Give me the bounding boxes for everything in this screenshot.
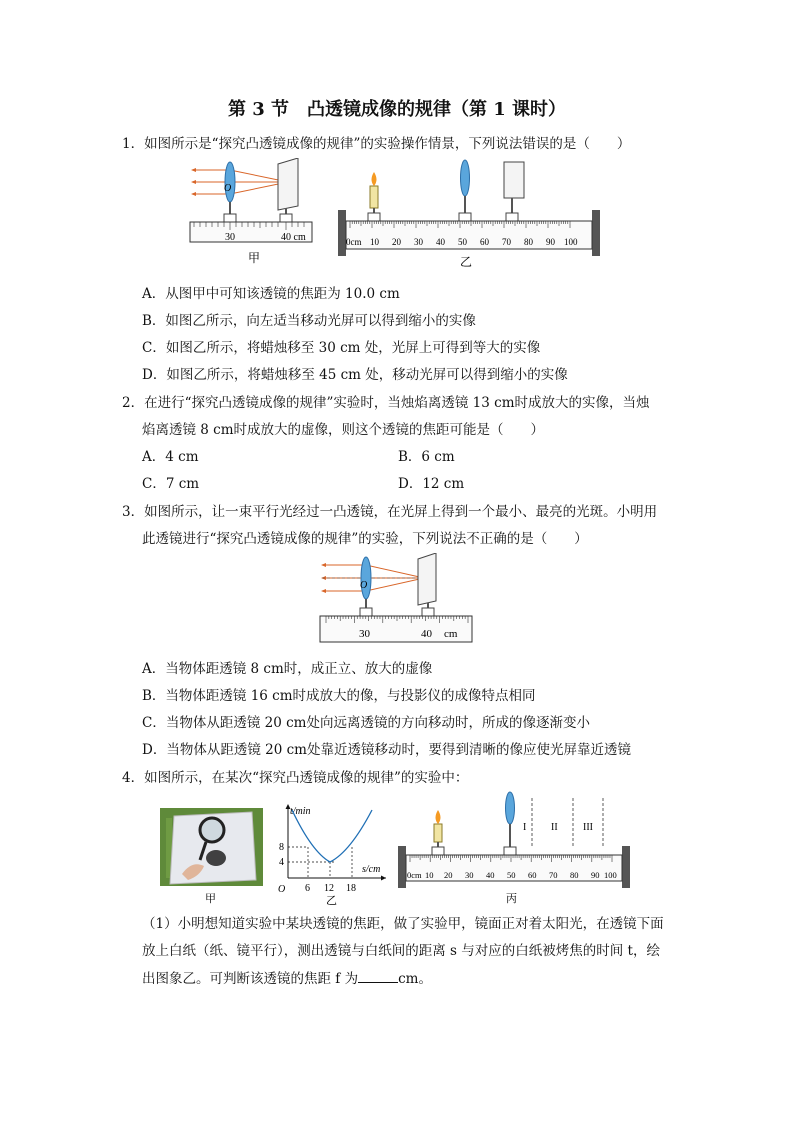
tick-label: 20 (444, 870, 453, 880)
tick-label: 20 (392, 237, 401, 247)
convex-lens-icon (225, 162, 235, 202)
y-tick-label: 8 (279, 842, 284, 853)
y-axis-label: t/min (290, 806, 311, 817)
q4-sub1-line2: 放上白纸（纸、镜平行），测出透镜与白纸间的距离 s 与对应的白纸被烤焦的时间 t，绘 (142, 943, 660, 959)
q2-stem-line2: 焰离透镜 8 cm时成放大的虚像，则这个透镜的焦距可能是（ ） (142, 422, 545, 438)
q3-figure (318, 553, 478, 649)
x-tick-label: 18 (346, 883, 356, 894)
t-vs-s-curve (292, 810, 372, 862)
tick-label: 80 (524, 237, 533, 247)
screen-icon (418, 553, 436, 605)
q3-stem-line2: 此透镜进行“探究凸透镜成像的规律”的实验，下列说法不正确的是（ ） (142, 531, 588, 547)
tick-label: 40 (436, 237, 445, 247)
q2-option-a: A．4 cm (142, 449, 199, 465)
tick-label: 30 (359, 628, 370, 640)
x-tick-label: 12 (324, 883, 334, 894)
convex-lens-icon (506, 792, 515, 824)
q1-option-a: A．从图甲中可知该透镜的焦距为 10.0 cm (142, 286, 400, 302)
x-tick-label: 6 (305, 883, 310, 894)
q1-option-c: C．如图乙所示，将蜡烛移至 30 cm 处，光屏上可得到等大的实像 (142, 340, 541, 356)
origin-label: O (278, 884, 286, 895)
tick-label: 10 (425, 870, 434, 880)
q2-option-d: D．12 cm (398, 476, 465, 492)
convex-lens-icon (461, 160, 470, 196)
magnifier-icon (200, 818, 224, 842)
tick-label: 40 (486, 870, 495, 880)
q3-option-b: B．当物体距透镜 16 cm时成放大的像，与投影仪的成像特点相同 (142, 688, 536, 704)
y-tick-label: 4 (279, 857, 284, 868)
tick-label: 30 (225, 232, 235, 243)
tick-label: 70 (549, 870, 558, 880)
q3-option-c: C．当物体从距透镜 20 cm处向远离透镜的方向移动时，所成的像逐渐变小 (142, 715, 590, 731)
q3-option-a: A．当物体距透镜 8 cm时，成正立、放大的虚像 (142, 661, 433, 677)
q3-option-d: D．当物体从距透镜 20 cm处靠近透镜移动时，要得到清晰的像应使光屏靠近透镜 (142, 742, 631, 758)
screen-icon (278, 158, 298, 210)
q1-option-d: D．如图乙所示，将蜡烛移至 45 cm 处，移动光屏可以得到缩小的实像 (142, 367, 568, 383)
region-label: II (551, 822, 558, 833)
lens-center-label: O (224, 183, 232, 194)
tick-label: 50 (458, 237, 467, 247)
figure-caption: 丙 (506, 893, 517, 905)
lens-center-label: O (360, 580, 368, 591)
candle-icon (434, 824, 442, 842)
figure-caption: 甲 (248, 251, 261, 265)
figure-caption: 甲 (205, 893, 216, 905)
light-rays (192, 170, 288, 194)
tick-label: 30 (465, 870, 474, 880)
figure-caption: 乙 (326, 895, 337, 907)
q4-sub1-line3-unit: cm。 (398, 971, 432, 987)
figure-caption: 乙 (460, 255, 473, 269)
q2-option-c: C．7 cm (142, 476, 200, 492)
tick-label: 40 (421, 628, 432, 640)
region-label: I (523, 822, 527, 833)
candle-icon (370, 186, 378, 208)
tick-label: 90 (591, 870, 600, 880)
tick-label: cm (444, 628, 458, 640)
convex-lens-icon (361, 557, 371, 599)
flame-icon (436, 810, 441, 824)
q4-sub1-line3 (142, 968, 432, 989)
tick-label: 60 (528, 870, 537, 880)
tick-label: 0cm (346, 237, 362, 247)
q4-figure-yi-graph (272, 800, 390, 908)
q1-option-b: B．如图乙所示，向左适当移动光屏可以得到缩小的实像 (142, 313, 476, 329)
tick-label: 90 (546, 237, 555, 247)
q4-sub1-line1: （1）小明想知道实验中某块透镜的焦距，做了实验甲，镜面正对着太阳光，在透镜下面 (142, 916, 664, 932)
tick-label: 10 (370, 237, 379, 247)
flame-icon (372, 172, 377, 186)
tick-label: 50 (507, 870, 516, 880)
q4-stem: 4．如图所示，在某次“探究凸透镜成像的规律”的实验中： (122, 770, 469, 786)
answer-blank[interactable] (358, 968, 398, 983)
q3-stem-line1: 3．如图所示，让一束平行光经过一凸透镜，在光屏上得到一个最小、最亮的光斑。小明用 (122, 504, 658, 520)
region-label: III (583, 822, 593, 833)
tick-label: 100 (564, 237, 578, 247)
tick-label: 80 (570, 870, 579, 880)
x-axis-label: s/cm (362, 864, 381, 875)
q4-figure-bing (396, 790, 632, 908)
tick-label: 40 cm (281, 232, 306, 243)
q2-option-b: B．6 cm (398, 449, 455, 465)
tick-label: 70 (502, 237, 511, 247)
screen-icon (504, 162, 524, 198)
tick-label: 30 (414, 237, 423, 247)
tick-label: 100 (604, 870, 617, 880)
q1-stem: 1．如图所示是“探究凸透镜成像的规律”的实验操作情景，下列说法错误的是（ ） (122, 136, 631, 152)
tick-label: 0cm (407, 870, 422, 880)
q2-stem-line1: 2．在进行“探究凸透镜成像的规律”实验时，当烛焰离透镜 13 cm时成放大的实像，当烛 (122, 395, 650, 411)
q1-figure-yi (334, 158, 604, 270)
q4-figure-jia-photo (160, 808, 265, 908)
q1-figure-jia (188, 158, 318, 266)
tick-label: 60 (480, 237, 489, 247)
page-title: 第 3 节 凸透镜成像的规律（第 1 课时） (227, 99, 567, 120)
q4-sub1-line3-text: 出图象乙。可判断该透镜的焦距 f 为 (142, 971, 359, 987)
